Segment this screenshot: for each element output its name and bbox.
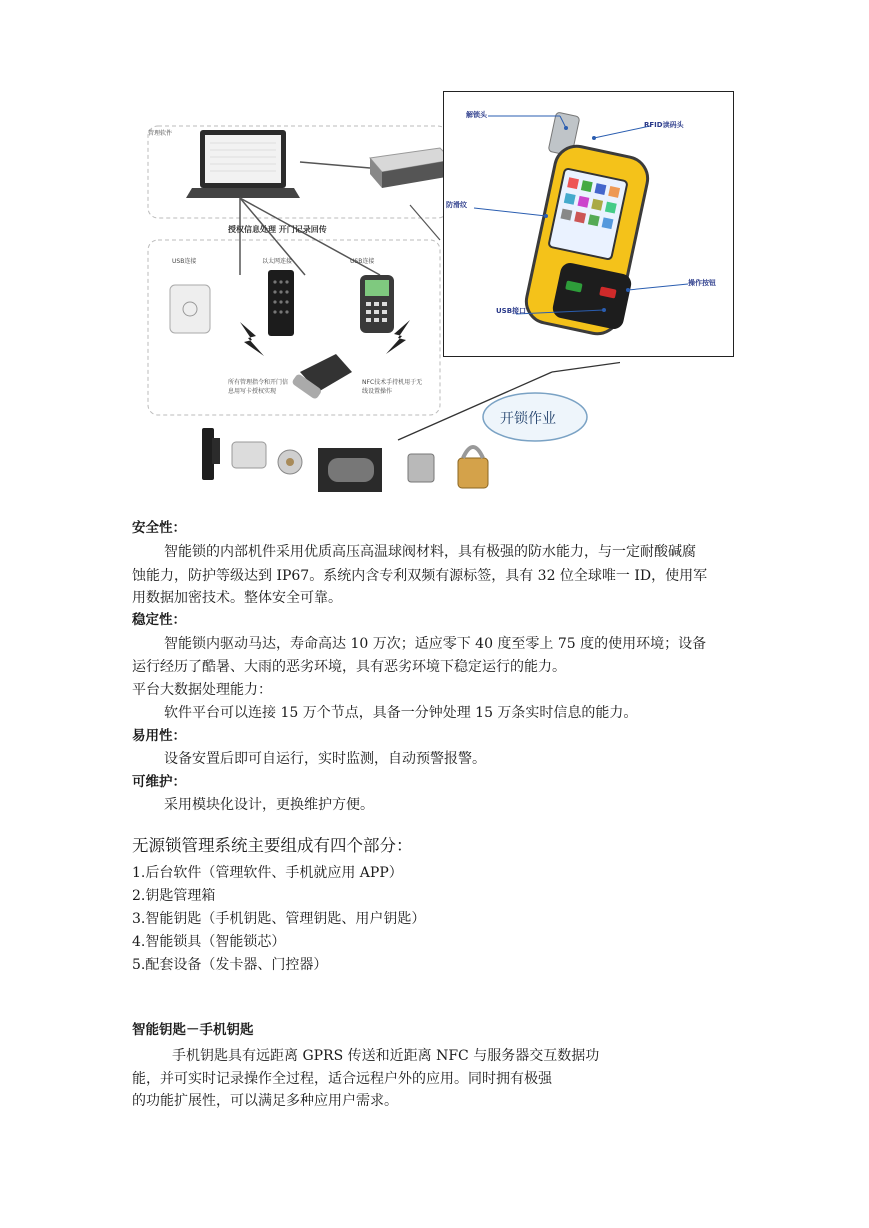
note-right: NFC技术手持机用于无线设置操作 xyxy=(362,379,423,395)
phone-key-line-3: 的功能扩展性，可以满足多种应用户需求。 xyxy=(132,1093,398,1109)
maintain-title: 可维护： xyxy=(132,774,186,790)
component-item: 2.钥匙管理箱 xyxy=(132,888,216,904)
callout-usb-port: USB接口 xyxy=(496,307,527,315)
component-item: 4.智能锁具（智能锁芯） xyxy=(132,934,286,950)
bigdata-line-1: 软件平台可以连接 15 万个节点，具备一分钟处理 15 万条实时信息的能力。 xyxy=(164,705,638,721)
component-item: 1.后台软件（管理软件、手机就应用 APP） xyxy=(132,865,403,881)
callout-unlock-head: 解锁头 xyxy=(466,111,487,119)
security-title: 安全性： xyxy=(132,520,186,536)
usability-title: 易用性： xyxy=(132,728,186,744)
usb-conn-label-2: USB连接 xyxy=(350,258,375,265)
components-heading: 无源锁管理系统主要组成有四个部分： xyxy=(132,836,413,855)
handheld-device-photo xyxy=(443,91,734,357)
callout-anti-slip: 防滑纹 xyxy=(446,201,467,209)
phone-key-line-1: 手机钥匙具有远距离 GPRS 传送和近距离 NFC 与服务器交互数据功 xyxy=(172,1048,600,1064)
phone-key-line-2: 能，并可实时记录操作全过程，适合远程户外的应用。同时拥有极强 xyxy=(132,1071,552,1087)
band-label: 授权信息处理 开门记录回传 xyxy=(228,225,327,234)
note-left: 所有管理指令和开门信息用写卡授权实现 xyxy=(228,379,289,395)
stability-line-2: 运行经历了酷暑、大雨的恶劣环境，具有恶劣环境下稳定运行的能力。 xyxy=(132,659,566,675)
security-line-2: 蚀能力，防护等级达到 IP67。系统内含专利双频有源标签，具有 32 位全球唯一 ID，使用军 xyxy=(132,568,708,584)
usb-conn-label-1: USB连接 xyxy=(172,258,197,265)
stability-line-1: 智能锁内驱动马达，寿命高达 10 万次；适应零下 40 度至零上 75 度的使用环境；设备 xyxy=(164,636,707,652)
callout-op-button: 操作按钮 xyxy=(688,279,716,287)
mgmt-software-label: 管理软件 xyxy=(148,130,173,137)
callout-rfid-head: RFID读码头 xyxy=(644,121,684,129)
phone-key-title: 智能钥匙－手机钥匙 xyxy=(132,1022,254,1038)
ethernet-conn-label: 以太网连接 xyxy=(262,258,293,265)
security-line-1: 智能锁的内部机件采用优质高压高温球阀材料，具有极强的防水能力，与一定耐酸碱腐 xyxy=(164,544,696,560)
stability-title: 稳定性： xyxy=(132,612,186,628)
security-line-3: 用数据加密技术。整体安全可靠。 xyxy=(132,590,342,606)
device-graphics xyxy=(444,92,733,356)
bubble-label: 开锁作业 xyxy=(500,411,556,427)
usability-line-1: 设备安置后即可自运行，实时监测，自动预警报警。 xyxy=(164,751,486,767)
bigdata-title: 平台大数据处理能力： xyxy=(132,682,272,698)
component-item: 3.智能钥匙（手机钥匙、管理钥匙、用户钥匙） xyxy=(132,911,426,927)
maintain-line-1: 采用模块化设计，更换维护方便。 xyxy=(164,797,374,813)
component-item: 5.配套设备（发卡器、门控器） xyxy=(132,957,328,973)
